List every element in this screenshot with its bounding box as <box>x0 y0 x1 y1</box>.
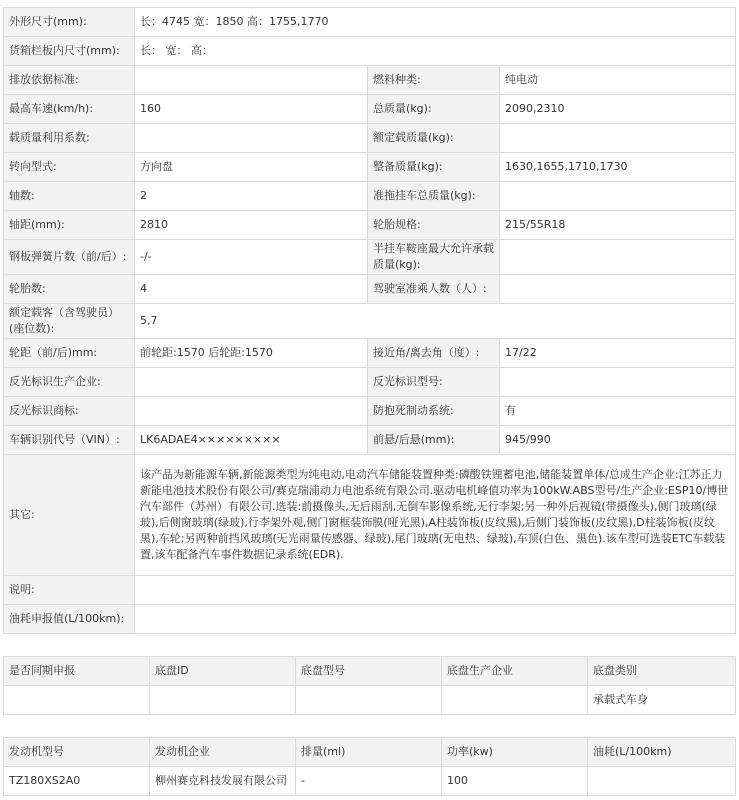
spec-label: 油耗申报值(L/100km): <box>4 605 135 634</box>
other-notes-value: 该产品为新能源车辆,新能源类型为纯电动,电动汽车储能装置种类:磷酸铁锂蓄电池,储能装置单体/总成生产企业:江苏正力新能电池技术股份有限公司/赛克瑞浦动力电池系统有限公司.驱动电机峰值功率为100kW.ABS型号/生产企业:ESP10/博世汽车部件（苏州）有限公司.选装:前摄像头,无后雨刮,无倒车影像系统,无行李架;另一种外后视镜(带摄像头),侧门玻璃(绿玻),后侧窗玻璃(绿玻),行李架外观,侧门窗框装饰膜(哑光黑),A柱装饰板(皮纹黑),后侧门装饰板(皮纹黑),D柱装饰板(皮纹黑),车轮;另两种前挡风玻璃(无光雨量传感器、绿玻),尾门玻璃(无电热、绿玻),车顶(白色、黑色).该车型可选装ETC车载装置,该车配备汽车事件数据记录系统(EDR). <box>135 455 736 576</box>
spec-value: 945/990 <box>500 426 736 455</box>
spec-row <box>4 182 736 211</box>
spec-row <box>4 66 736 95</box>
chassis-header-cell: 底盘ID <box>150 657 296 686</box>
spec-label: 说明: <box>4 576 135 605</box>
chassis-value-cell: 承载式车身 <box>588 686 736 715</box>
spec-value: LK6ADAE4××××××××× <box>135 426 368 455</box>
spec-value: 1630,1655,1710,1730 <box>500 153 736 182</box>
spec-label: 轮距（前/后)mm: <box>4 339 135 368</box>
spec-label: 车辆识别代号（VIN）: <box>4 426 135 455</box>
spec-value: 长：4745 宽：1850 高：1755,1770 <box>135 8 736 37</box>
spec-label: 准拖挂车总质量(kg): <box>368 182 500 211</box>
spec-value <box>500 240 736 275</box>
chassis-value-cell <box>296 686 442 715</box>
spec-value: 4 <box>135 275 368 304</box>
engine-header-cell: 功率(kw) <box>442 738 588 767</box>
chassis-value-cell <box>4 686 150 715</box>
spec-value: 有 <box>500 397 736 426</box>
spec-row <box>4 368 736 397</box>
spec-label: 轴距(mm): <box>4 211 135 240</box>
spec-label: 整备质量(kg): <box>368 153 500 182</box>
spec-value: 长： 宽： 高： <box>135 37 736 66</box>
engine-value-cell: 100 <box>442 767 588 796</box>
spec-row <box>4 37 736 66</box>
chassis-header-cell: 底盘型号 <box>296 657 442 686</box>
spec-label: 轮胎数: <box>4 275 135 304</box>
spec-value: 215/55R18 <box>500 211 736 240</box>
engine-value-cell <box>588 767 736 796</box>
spec-label: 反光标识生产企业: <box>4 368 135 397</box>
engine-header-cell: 排量(ml) <box>296 738 442 767</box>
engine-table <box>3 737 736 796</box>
spec-value: 2090,2310 <box>500 95 736 124</box>
spec-label: 最高车速(km/h): <box>4 95 135 124</box>
spec-value <box>135 576 736 605</box>
chassis-header-row <box>4 657 736 686</box>
spec-row <box>4 153 736 182</box>
spec-value <box>135 605 736 634</box>
spec-label: 轮胎规格: <box>368 211 500 240</box>
spec-row <box>4 605 736 634</box>
spec-label: 钢板弹簧片数（前/后）: <box>4 240 135 275</box>
spec-row <box>4 455 736 576</box>
spec-label: 总质量(kg): <box>368 95 500 124</box>
spec-value <box>500 275 736 304</box>
chassis-header-cell: 底盘生产企业 <box>442 657 588 686</box>
spec-row <box>4 124 736 153</box>
spec-row <box>4 240 736 275</box>
spec-label: 燃料种类: <box>368 66 500 95</box>
spec-value <box>500 124 736 153</box>
spec-value <box>135 124 368 153</box>
spec-row <box>4 211 736 240</box>
engine-value-row <box>4 767 736 796</box>
spec-label: 货箱栏板内尺寸(mm): <box>4 37 135 66</box>
spec-value <box>500 182 736 211</box>
engine-value-cell: - <box>296 767 442 796</box>
spec-row <box>4 304 736 339</box>
spec-row <box>4 95 736 124</box>
spec-value: 方向盘 <box>135 153 368 182</box>
spec-value: 纯电动 <box>500 66 736 95</box>
spec-value: 2 <box>135 182 368 211</box>
spec-row <box>4 576 736 605</box>
spec-label: 额定载质量(kg): <box>368 124 500 153</box>
spec-value <box>135 368 368 397</box>
spec-label: 驾驶室准乘人数（人）: <box>368 275 500 304</box>
engine-value-cell: TZ180XS2A0 <box>4 767 150 796</box>
spec-value: 160 <box>135 95 368 124</box>
spec-label: 额定载客（含驾驶员）(座位数): <box>4 304 135 339</box>
spec-value: -/- <box>135 240 368 275</box>
chassis-table <box>3 656 736 715</box>
engine-header-row <box>4 738 736 767</box>
spec-label: 反光标识商标: <box>4 397 135 426</box>
spec-label: 其它: <box>4 455 135 576</box>
chassis-header-cell: 底盘类别 <box>588 657 736 686</box>
spec-row <box>4 339 736 368</box>
chassis-value-cell <box>442 686 588 715</box>
spec-value: 2810 <box>135 211 368 240</box>
engine-header-cell: 油耗(L/100km) <box>588 738 736 767</box>
spec-label: 轴数: <box>4 182 135 211</box>
spec-label: 排放依据标准: <box>4 66 135 95</box>
engine-header-cell: 发动机企业 <box>150 738 296 767</box>
spec-label: 接近角/离去角（度）: <box>368 339 500 368</box>
spec-row <box>4 397 736 426</box>
spec-label: 载质量利用系数: <box>4 124 135 153</box>
engine-header-cell: 发动机型号 <box>4 738 150 767</box>
spec-label: 防抱死制动系统: <box>368 397 500 426</box>
spec-label: 转向型式: <box>4 153 135 182</box>
spec-row <box>4 8 736 37</box>
spec-value <box>500 368 736 397</box>
engine-value-cell: 柳州赛克科技发展有限公司 <box>150 767 296 796</box>
chassis-value-row <box>4 686 736 715</box>
spec-label: 前悬/后悬(mm): <box>368 426 500 455</box>
spec-label: 半挂车鞍座最大允许承载质量(kg): <box>368 240 500 275</box>
spec-value: 17/22 <box>500 339 736 368</box>
spec-row <box>4 275 736 304</box>
vehicle-spec-table <box>3 7 736 634</box>
chassis-value-cell <box>150 686 296 715</box>
spec-value: 前轮距:1570 后轮距:1570 <box>135 339 368 368</box>
spec-row <box>4 426 736 455</box>
spec-label: 反光标识型号: <box>368 368 500 397</box>
spec-value <box>135 397 368 426</box>
spec-value <box>135 66 368 95</box>
spec-label: 外形尺寸(mm): <box>4 8 135 37</box>
spec-value: 5,7 <box>135 304 736 339</box>
chassis-header-cell: 是否同期申报 <box>4 657 150 686</box>
